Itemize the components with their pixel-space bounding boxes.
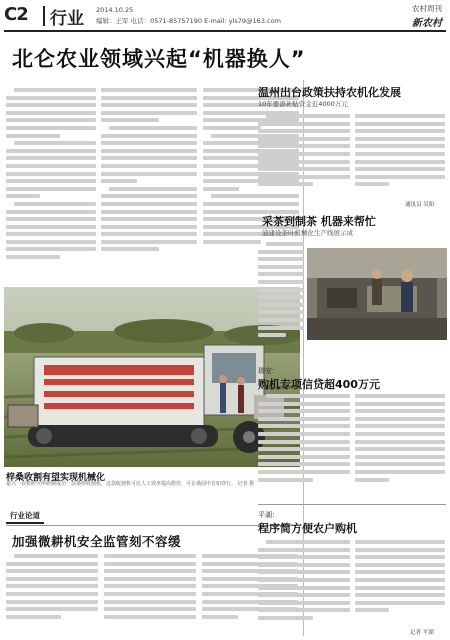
masthead-divider xyxy=(43,6,45,26)
right4-headline: 程序简方便农户购机 xyxy=(258,522,357,535)
right4-body-col-1 xyxy=(258,538,350,634)
right2-headline: 采茶到制茶 机器来帮忙 xyxy=(262,215,376,228)
right4-label: 平湖： xyxy=(258,511,279,519)
lower-body-col-2 xyxy=(104,552,196,636)
right2-sub: 浦建设茶叶机械化生产线展示成 xyxy=(262,229,353,237)
lead-body-col-2 xyxy=(101,86,197,284)
masthead-right-small: 农村周刊 xyxy=(412,4,442,13)
masthead xyxy=(0,0,450,34)
harvester-photo-art xyxy=(4,287,300,467)
right4-rule xyxy=(258,504,446,505)
photo-caption-title: 梓桑收割有望实现机械化 xyxy=(6,473,106,483)
right3-headline: 购机专项信贷超400万元 xyxy=(258,378,380,391)
masthead-right-big: 新农村 xyxy=(412,18,442,29)
right3-label: 瑞安： xyxy=(258,367,279,375)
right2-body-col-1 xyxy=(258,240,304,358)
right1-body-col-1 xyxy=(258,112,350,204)
lead-headline: 北仑农业领域兴起“机器换人” xyxy=(12,47,306,71)
right1-headline: 温州出台政策扶持农机化发展 xyxy=(258,86,401,99)
section-rule xyxy=(6,525,300,526)
workshop-photo-art xyxy=(307,248,447,340)
right1-byline: 通讯员 吴阳 xyxy=(405,202,435,208)
lower-body-col-1 xyxy=(6,552,98,636)
right1-body-col-2 xyxy=(355,112,445,204)
photo-caption-text: 嘉兴一农机研究所研制成功一款桑树收割机，这款收割机可比人工效率提高数倍，可在桑园中自如穿行。 记者 摄 xyxy=(6,481,255,487)
section-tag: 行业论道 xyxy=(6,509,44,524)
workshop-photo xyxy=(307,248,447,340)
right4-body-col-2 xyxy=(355,538,445,628)
right4-byline: 记者 平湖 xyxy=(410,630,434,636)
section-name: 行业 xyxy=(50,9,84,29)
section-code: C2 xyxy=(4,4,28,25)
masthead-date: 2014.10.25 xyxy=(96,6,134,14)
right3-body-col-2 xyxy=(355,392,445,500)
lower-left-headline: 加强微耕机安全监管刻不容缓 xyxy=(12,534,182,549)
lead-body-col-1 xyxy=(6,86,96,284)
masthead-rule xyxy=(4,30,446,32)
right3-body-col-1 xyxy=(258,392,350,500)
harvester-photo xyxy=(4,287,300,467)
masthead-contact: 编辑：王军 电话：0571-85757190 E-mail: yls79@163.com xyxy=(96,17,281,25)
right1-sub: 10年要添补贴资金近4000万元 xyxy=(258,100,348,108)
